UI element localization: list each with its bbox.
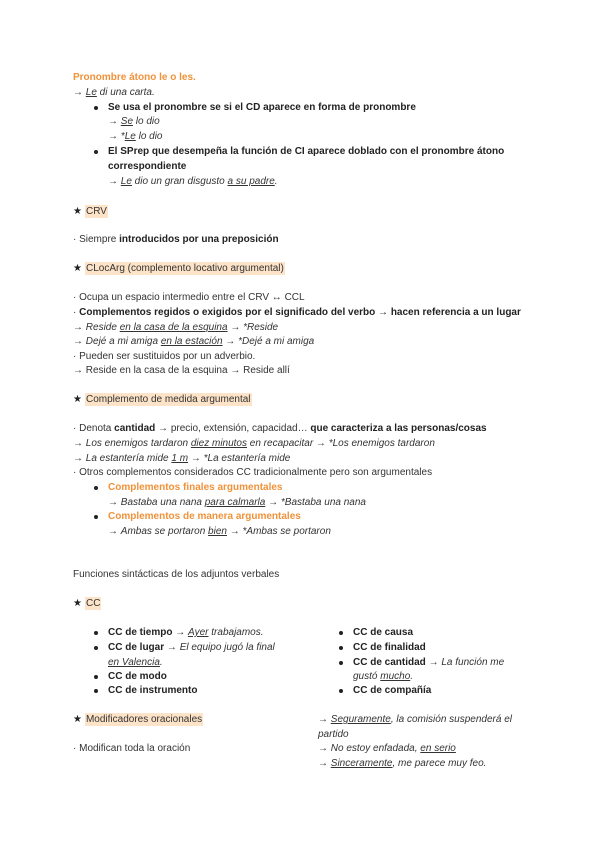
text-segment: No estoy enfadada, <box>330 743 421 754</box>
underlined-text: Sinceramente <box>330 758 393 769</box>
text-line <box>108 525 331 539</box>
text-segment: si el CD aparece en forma de pronombre <box>220 102 416 113</box>
text-segment: · Denota <box>73 423 115 434</box>
text-line <box>73 335 314 349</box>
underlined-text: Ayer <box>188 627 209 638</box>
star-icon: ★ <box>73 394 82 405</box>
star-icon: ★ <box>73 206 82 217</box>
underlined-text: para calmarla <box>204 497 266 508</box>
text-segment: dio un gran disgusto <box>131 176 228 187</box>
list-item <box>353 656 504 670</box>
text-line <box>73 742 190 756</box>
text-line <box>73 233 279 247</box>
underlined-text: Le <box>85 87 97 98</box>
text-line <box>73 364 290 378</box>
text-segment: correspondiente <box>108 161 187 172</box>
text-segment: CC <box>85 598 101 609</box>
bullet-icon <box>339 631 343 635</box>
text-line <box>73 466 432 480</box>
highlighted-heading <box>85 393 252 406</box>
text-segment: → <box>108 526 121 537</box>
text-segment: Complementos finales argumentales <box>108 482 283 493</box>
text-line <box>318 757 486 771</box>
highlighted-heading <box>85 713 203 726</box>
text-segment: → <box>108 116 121 127</box>
text-segment: · Ocupa un espacio intermedio entre el CRV ↔ CCL <box>73 292 305 303</box>
text-segment: , me parece muy feo. <box>392 758 487 769</box>
text-line <box>108 160 186 174</box>
bullet-icon <box>94 631 98 635</box>
text-line <box>318 713 512 727</box>
text-line <box>73 291 305 305</box>
text-segment: → <box>73 336 86 347</box>
text-segment: CC de lugar <box>108 642 165 653</box>
text-segment: → <box>73 438 86 449</box>
bullet-icon <box>94 486 98 490</box>
list-item <box>108 641 275 655</box>
text-segment: CC de cantidad <box>353 657 426 668</box>
text-segment: en recapacitar → *Los enemigos tardaron <box>247 438 435 449</box>
text-line <box>318 728 349 742</box>
text-line <box>73 422 487 436</box>
list-item <box>353 641 426 655</box>
bullet-icon <box>94 106 98 110</box>
text-segment: → <box>108 131 121 142</box>
text-line <box>73 86 155 100</box>
text-segment: El equipo jugó la final <box>179 642 275 653</box>
text-line <box>73 568 279 582</box>
underlined-text: Se <box>120 116 134 127</box>
text-segment: La estantería mide <box>85 453 172 464</box>
text-segment: lo dio <box>135 131 163 142</box>
text-segment: * <box>120 131 125 142</box>
text-segment: → <box>425 657 442 668</box>
list-item <box>353 684 431 698</box>
underlined-text: Seguramente <box>330 714 391 725</box>
text-segment: · Pueden ser sustituidos por un adverbio. <box>73 351 256 362</box>
list-item <box>108 145 504 159</box>
text-segment: → precio, extensión, capacidad… <box>155 423 311 434</box>
text-segment: · Modifican toda la oración <box>73 743 191 754</box>
section-heading <box>73 713 203 727</box>
list-item <box>108 481 283 495</box>
underlined-text: en Valencia <box>108 657 160 668</box>
text-segment: CC de finalidad <box>353 642 426 653</box>
text-segment: introducidos por una preposición <box>119 234 279 245</box>
text-segment: que caracteriza a las personas/cosas <box>310 423 487 434</box>
underlined-text: 1 m <box>171 453 189 464</box>
text-line <box>73 452 290 466</box>
text-segment: CRV <box>85 206 107 217</box>
text-segment: → <box>73 87 86 98</box>
text-line <box>108 115 160 129</box>
text-segment: gustó <box>353 671 381 682</box>
text-line <box>108 656 163 670</box>
text-segment: Complementos de manera argumentales <box>108 511 301 522</box>
section-heading <box>73 205 108 219</box>
underlined-text: en serio <box>420 743 456 754</box>
text-segment: lo dio <box>133 116 160 127</box>
text-segment: Reside <box>85 322 120 333</box>
text-segment: CC de causa <box>353 627 414 638</box>
text-segment: . <box>410 671 414 682</box>
text-segment: → <box>164 642 180 653</box>
text-segment: Complemento de medida argumental <box>85 394 251 405</box>
text-line <box>108 496 366 510</box>
text-segment: → Reside en la casa de la esquina → Reside allí <box>73 365 290 376</box>
bullet-icon <box>94 150 98 154</box>
text-line <box>318 742 456 756</box>
text-segment: → <box>318 743 331 754</box>
bullet-icon <box>94 646 98 650</box>
text-line <box>73 71 196 85</box>
underlined-text: Le <box>124 131 136 142</box>
text-segment: → *La estantería mide <box>188 453 291 464</box>
text-segment: → <box>108 176 121 187</box>
bullet-icon <box>339 661 343 665</box>
text-segment: CC de instrumento <box>108 685 198 696</box>
star-icon: ★ <box>73 263 82 274</box>
text-segment: → <box>73 453 86 464</box>
text-segment: trabajamos. <box>208 627 264 638</box>
underlined-text: mucho <box>380 671 411 682</box>
text-line <box>353 670 413 684</box>
text-segment: → <box>172 627 189 638</box>
text-segment: La función me <box>441 657 505 668</box>
highlighted-heading <box>85 597 101 610</box>
star-icon: ★ <box>73 714 82 725</box>
list-item <box>108 670 167 684</box>
bullet-icon <box>339 689 343 693</box>
list-item <box>108 626 264 640</box>
text-segment: cantidad <box>114 423 156 434</box>
text-segment: CC de modo <box>108 671 167 682</box>
text-line <box>108 130 163 144</box>
text-segment: Pronombre átono le o les. <box>73 72 196 83</box>
text-segment: · Siempre <box>73 234 120 245</box>
highlighted-heading <box>85 205 108 218</box>
list-item <box>108 101 416 115</box>
text-segment: . <box>274 176 278 187</box>
section-heading <box>73 597 101 611</box>
text-line <box>73 437 435 451</box>
underlined-text: en la estación <box>160 336 223 347</box>
text-segment: → *Dejé a mi amiga <box>222 336 315 347</box>
text-segment: → <box>318 758 331 769</box>
underlined-text: a su padre <box>227 176 275 187</box>
text-segment: → <box>108 497 121 508</box>
list-item <box>108 684 197 698</box>
text-segment: El SPrep que desempeña la función de CI aparece doblado con el pronombre átono <box>108 146 505 157</box>
text-segment: → *Bastaba una nana <box>265 497 366 508</box>
text-segment: → *Ambas se portaron <box>226 526 331 537</box>
text-segment: se <box>209 102 221 113</box>
text-segment: Se usa el pronombre <box>108 102 210 113</box>
bullet-icon <box>94 515 98 519</box>
underlined-text: Le <box>120 176 132 187</box>
text-segment: Ambas se portaron <box>120 526 209 537</box>
section-heading <box>73 393 252 407</box>
text-segment: · <box>73 307 80 318</box>
bullet-icon <box>339 646 343 650</box>
text-segment: partido <box>318 729 349 740</box>
text-segment: · Otros complementos considerados CC tradicionalmente pero son argumentales <box>73 467 433 478</box>
text-segment: CLocArg (complemento locativo argumental) <box>85 263 284 274</box>
section-heading <box>73 262 285 276</box>
text-segment: Funciones sintácticas de los adjuntos verbales <box>73 569 280 580</box>
text-line <box>73 321 278 335</box>
bullet-icon <box>94 675 98 679</box>
text-segment: Bastaba una nana <box>120 497 205 508</box>
text-segment: Modificadores oracionales <box>85 714 203 725</box>
text-line <box>73 306 521 320</box>
list-item <box>353 626 413 640</box>
text-segment: Complementos regidos o exigidos por el significado del verbo → hacen referencia a un lugar <box>79 307 521 318</box>
highlighted-heading <box>85 262 285 275</box>
text-line <box>108 175 278 189</box>
text-line <box>73 350 255 364</box>
text-segment: Los enemigos tardaron <box>85 438 191 449</box>
bullet-icon <box>94 689 98 693</box>
underlined-text: diez minutos <box>190 438 247 449</box>
text-segment: → *Reside <box>227 322 279 333</box>
text-segment: , la comisión suspenderá el <box>390 714 513 725</box>
text-segment: Dejé a mi amiga <box>85 336 161 347</box>
underlined-text: bien <box>208 526 227 537</box>
text-segment: CC de compañía <box>353 685 432 696</box>
text-segment: di una carta. <box>96 87 155 98</box>
text-segment: . <box>159 657 163 668</box>
text-segment: → <box>73 322 86 333</box>
underlined-text: en la casa de la esquina <box>119 322 228 333</box>
list-item <box>108 510 301 524</box>
text-segment: → <box>318 714 331 725</box>
star-icon: ★ <box>73 598 82 609</box>
text-segment: CC de tiempo <box>108 627 173 638</box>
